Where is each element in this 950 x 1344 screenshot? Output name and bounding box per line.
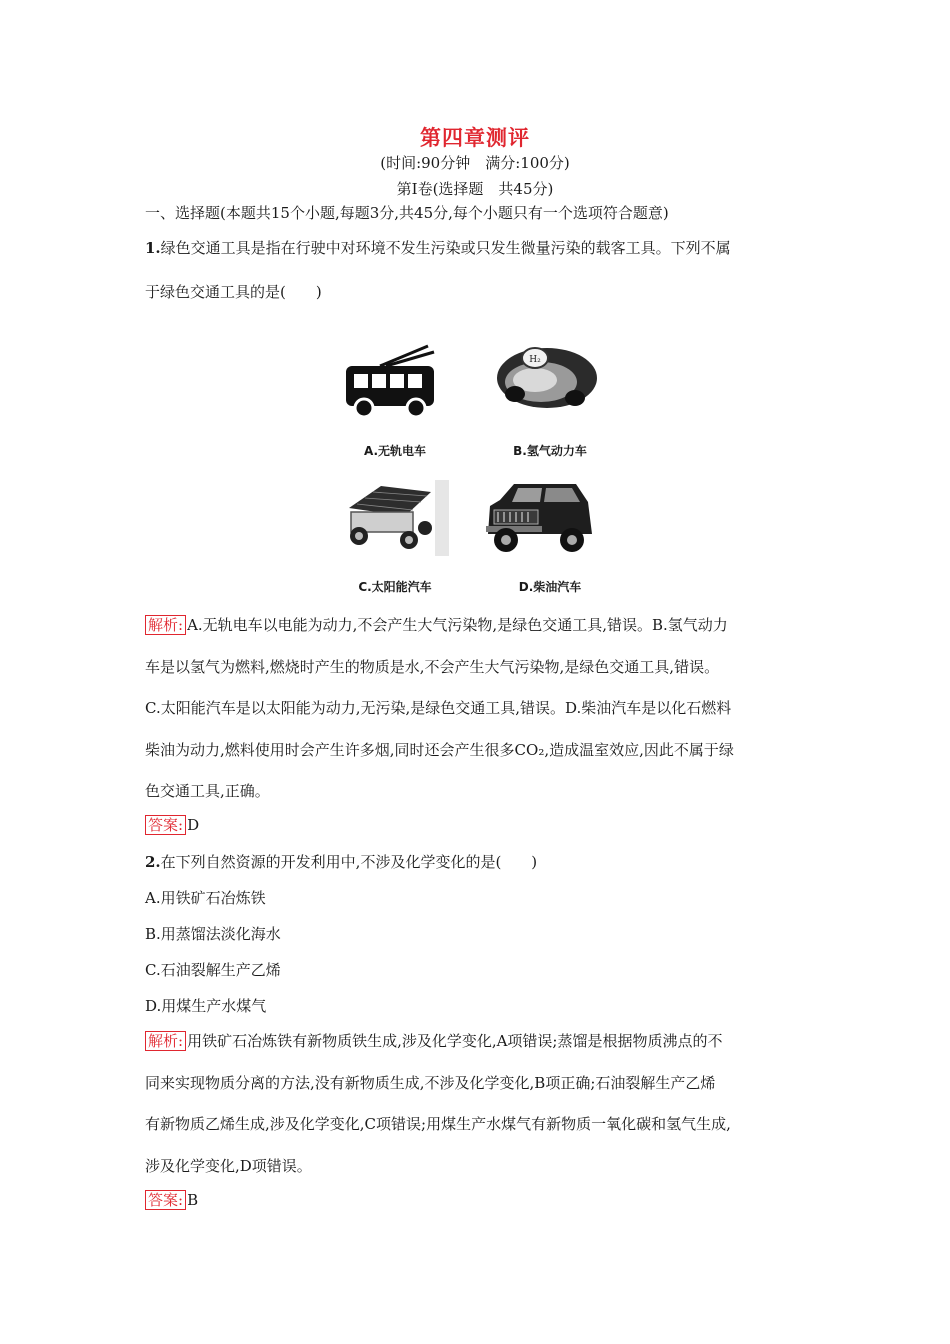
- analysis-label: 解析:: [145, 615, 186, 635]
- analysis-text: 涉及化学变化,D项错误。: [145, 1157, 312, 1175]
- analysis-text: 同来实现物质分离的方法,没有新物质生成,不涉及化学变化,B项正确;石油裂解生产乙烯: [145, 1074, 716, 1092]
- solar-car-image: [335, 478, 475, 558]
- option-d: D.用煤生产水煤气: [145, 997, 267, 1015]
- answer-value: B: [187, 1191, 199, 1209]
- question-2-stem: 2.在下列自然资源的开发利用中,不涉及化学变化的是( ): [145, 853, 538, 871]
- answer-label: 答案:: [145, 1190, 186, 1210]
- analysis-text: 柴油为动力,燃料使用时会产生许多烟,同时还会产生很多CO₂,造成温室效应,因此不属于绿: [145, 741, 734, 759]
- analysis-text: C.太阳能汽车是以太阳能为动力,无污染,是绿色交通工具,错误。D.柴油汽车是以化石燃料: [145, 699, 732, 717]
- question-1-number: 1.: [145, 239, 161, 257]
- question-1-answer: [145, 815, 810, 835]
- analysis-label: 解析:: [145, 1031, 186, 1051]
- hydrogen-car-image: [495, 338, 635, 416]
- answer-value: D: [187, 816, 200, 834]
- question-1-stem: 1.绿色交通工具是指在行驶中对环境不发生污染或只发生微量污染的载客工具。下列不属: [145, 239, 731, 257]
- option-b: B.用蒸馏法淡化海水: [145, 925, 281, 943]
- answer-label: 答案:: [145, 815, 186, 835]
- exam-meta: (时间:90分钟 满分:100分): [380, 154, 570, 172]
- question-1-analysis: 解析: A.无轨电车以电能为动力,不会产生大气污染物,是绿色交通工具,错误。B.氢气动力: [145, 614, 810, 635]
- part-heading: 第Ⅰ卷(选择题 共45分): [396, 180, 554, 198]
- caption-a: A.无轨电车: [363, 444, 427, 458]
- trolleybus-image: [340, 344, 480, 422]
- analysis-text: 有新物质乙烯生成,涉及化学变化,C项错误;用煤生产水煤气有新物质一氧化碳和氢气生成,: [145, 1115, 731, 1133]
- caption-c: C.太阳能汽车: [358, 580, 432, 594]
- question-2-analysis: 解析: 用铁矿石冶炼铁有新物质铁生成,涉及化学变化,A项错误;蒸馏是根据物质沸点的不: [145, 1030, 810, 1051]
- page-title: 第四章测评: [420, 125, 530, 150]
- question-1-stem-cont: 于绿色交通工具的是( ): [145, 283, 322, 301]
- vehicles-figure: [330, 330, 620, 600]
- section-heading: 一、选择题(本题共15个小题,每题3分,共45分,每个小题只有一个选项符合题意): [145, 204, 669, 222]
- analysis-text: 色交通工具,正确。: [145, 782, 270, 800]
- svg-text:H₂: H₂: [529, 355, 541, 365]
- option-c: C.石油裂解生产乙烯: [145, 961, 281, 979]
- diesel-suv-image: [480, 476, 620, 558]
- question-2-answer: [145, 1190, 810, 1210]
- question-2-number: 2.: [145, 853, 161, 871]
- caption-b: B.氢气动力车: [513, 444, 587, 458]
- analysis-text: 车是以氢气为燃料,燃烧时产生的物质是水,不会产生大气污染物,是绿色交通工具,错误。: [145, 658, 720, 676]
- caption-d: D.柴油汽车: [518, 580, 582, 594]
- option-a: A.用铁矿石冶炼铁: [145, 889, 266, 907]
